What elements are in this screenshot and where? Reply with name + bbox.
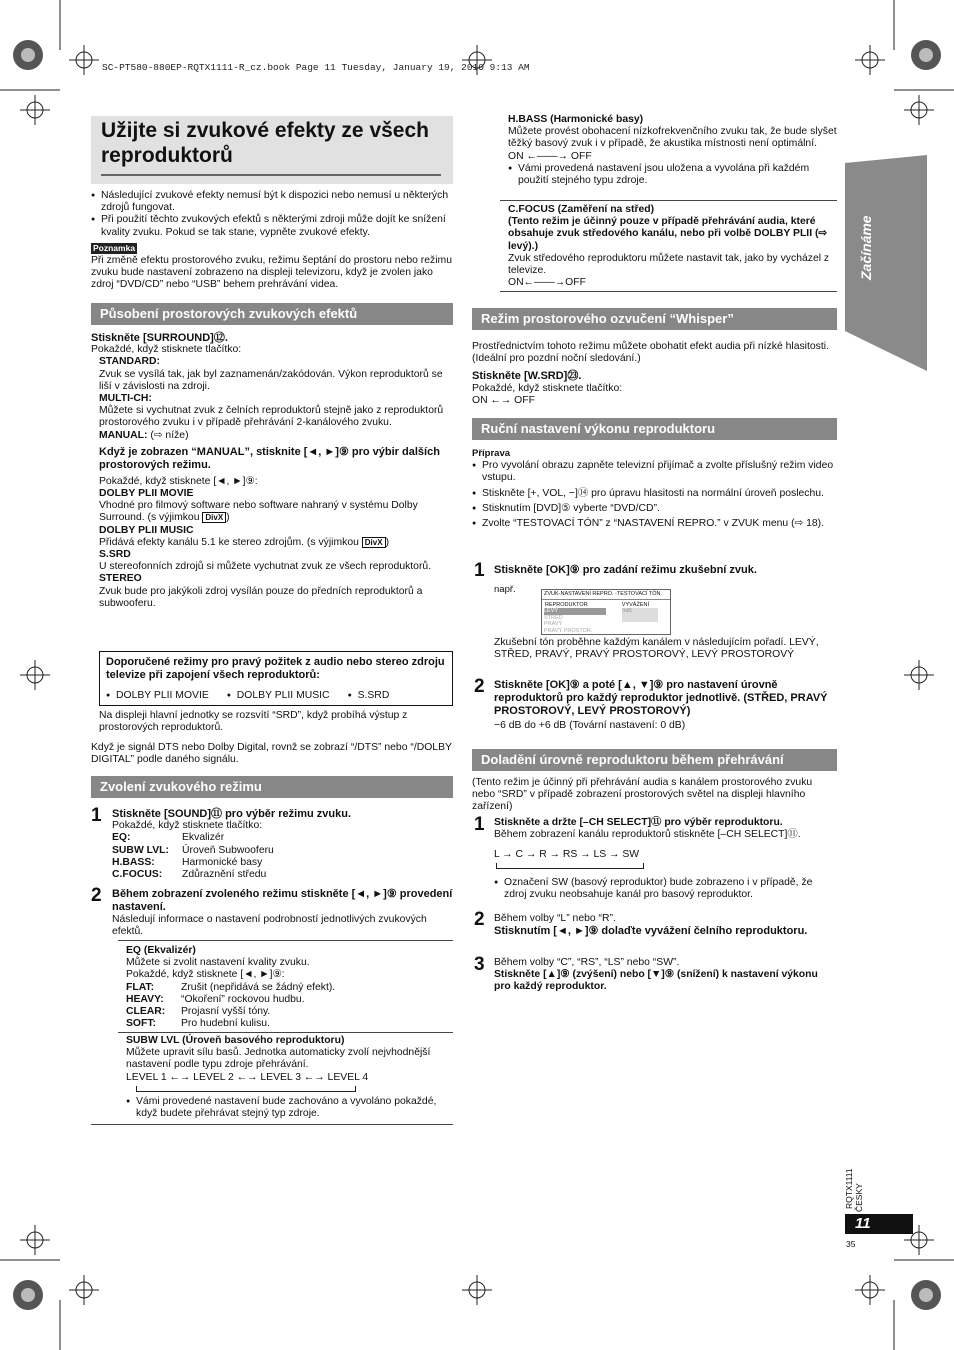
osd-screen [541, 589, 671, 635]
section-manual-level-title: Ruční nastavení výkonu reproduktoru [472, 418, 837, 440]
pl2movie-text: Vhodné pro filmový software nebo software nahraný v systému Dolby Surround. (s výjimkou [99, 500, 418, 524]
mode-row: SUBW LVL: Úroveň Subwooferu [112, 844, 274, 856]
hbass-heading: H.BASS (Harmonické basy) [508, 114, 644, 125]
subw-note: ● Vámi provedené nastavení bude zachováno a vyvoláno pokaždé, když budete přehrávat stejný typ zdroje. [126, 1096, 453, 1120]
osd-title: ZVUK-NASTAVENÍ REPRO. -TESTOVACÍ TÓN [542, 590, 670, 600]
loop-arrow [126, 1084, 453, 1096]
title-underline [101, 174, 441, 176]
step-number: 3 [474, 954, 485, 975]
whisper-text: Prostřednictvím tohoto režimu můžete obohatit efekt audia při nízké hlasitosti. (Ideální pro pozdní noční sledování.) [472, 341, 829, 365]
eq-text: Můžete si zvolit nastavení kvality zvuku. [126, 957, 310, 969]
manual-select: Když je zobrazen “MANUAL”, stisknite [◄, ►]⑨ pro výbir dalších prostorových režimu. [99, 445, 440, 471]
recommended-item: ● S.SRD [348, 690, 390, 702]
eq-row: HEAVY: “Okoření” rockovou hudbu. [126, 993, 305, 1005]
page-number: 11 [845, 1214, 913, 1234]
multich-heading: MULTI-CH: [99, 393, 152, 405]
standard-text: Zvuk se vysílá tak, jak byl zaznamenán/zakódován. Výkon reproduktorů se liší v závislosti na zdroji. [99, 368, 443, 392]
eq-row: FLAT: Zrušit (nepřidává se žádný efekt). [126, 981, 336, 993]
stereo-heading: STEREO [99, 573, 142, 585]
pl2music-heading: DOLBY PLII MUSIC [99, 524, 194, 536]
step2-text: Následují informace o nastavení podrobností jednotlivých zvukových efektů. [112, 914, 427, 938]
subw-heading: SUBW LVL (Úroveň basového reproduktoru) [126, 1035, 345, 1046]
ssrd-text: U stereofonních zdrojů si můžete vychutnat zvuk ze všech reproduktorů. [99, 561, 432, 573]
side-tab-label: Začínáme [858, 215, 874, 280]
step3-level: Stiskněte [▲]⑨ (zvýšení) nebo [▼]⑨ (snížení) k nastavení výkonu pro každý reproduktor. [494, 969, 818, 993]
eq-each: Pokaždé, když stisknete [◄, ►]⑨: [126, 969, 285, 981]
press-wsrd: Stiskněte [W.SRD]㉓. [472, 370, 582, 383]
hbass-onoff: ON ←——→ OFF [508, 150, 592, 162]
step-number: 2 [474, 676, 485, 697]
page-title: Užijte si zvukové efekty ze všech reproduktorů [101, 119, 429, 167]
subw-levels: LEVEL 1 ←→ LEVEL 2 ←→ LEVEL 3 ←→ LEVEL 4 [126, 1071, 369, 1083]
page-small: 35 [846, 1239, 856, 1249]
subw-text: Můžete upravit sílu basů. Jednotka automaticky zvolí nejvhodnější nastavení podle typu zdroje přehrávání. [126, 1047, 431, 1071]
manual-heading: MANUAL: [99, 429, 148, 441]
step-number: 1 [474, 814, 485, 835]
mode-row: EQ: Ekvalizér [112, 832, 225, 844]
eq-heading: EQ (Ekvalizér) [126, 945, 196, 956]
recommended-item: ● DOLBY PLII MUSIC [227, 690, 330, 702]
step3-pre: Během volby “C”, “RS”, “LS” nebo “SW”. [494, 957, 680, 968]
language-label: ČESKY [854, 1183, 864, 1212]
doc-code: RQTX1111 [844, 1168, 854, 1209]
fine-tune-text: (Tento režim je účinný při přehrávání audia s kanálem prostorového zvuku nebo “SRD” v případě zobrazení prostorových světel na displeji hlavního zařízení) [472, 777, 813, 813]
section-fine-tune-title: Doladění úrovně reproduktoru během přehrávání [472, 749, 837, 771]
whisper-onoff: ON ←→ OFF [472, 394, 535, 406]
hbass-text: Můžete provést obohacení nízkofrekvenčního zvuku tak, že bude slyšet těžký basový zvuk i v případě, že akustika místnosti není optimální. [508, 126, 837, 150]
level-range: −6 dB do +6 dB (Tovární nastavení: 0 dB) [494, 720, 686, 731]
manual-text: (⇨ níže) [150, 429, 189, 441]
eq-row: CLEAR: Projasní vyšší tóny. [126, 1006, 271, 1018]
intro-bullet: ● Následující zvukové efekty nemusí být k dispozici nebo nemusí u některých zdrojů fungovat. [91, 190, 453, 214]
title-box [91, 116, 453, 184]
eq-row: SOFT: Pro hudební kulisu. [126, 1018, 270, 1030]
multich-text: Můžete si vychutnat zvuk z čelních reproduktorů stejně jako z reproduktorů prostorového zvuku i v případě přehrávání 2-kanálového zvuku. [99, 405, 444, 429]
step-number: 1 [91, 805, 102, 826]
each-press: Pokaždé, když stisknete tlačítko: [91, 344, 242, 356]
step-number: 1 [474, 560, 485, 581]
osd-col: VYVÁŽENÍ [621, 601, 649, 608]
note-text: Při změně efektu prostorového zvuku, režimu šeptání do prostoru nebo režimu zvuku bude nastavení zobrazeno na displeji televizoru, když je zvolen jako zdroj “DVD/CD” nebo “USB” behem prehrávání videa. [91, 255, 452, 291]
osd-row: PRAVÝ [544, 621, 563, 627]
sw-note: ● Označení SW (basový reproduktor) bude zobrazeno i v případě, že zdroj zvuku neobsahuje kanál pro basový reproduktor. [494, 877, 837, 901]
osd-row: LEVÝ [544, 608, 606, 615]
section-sound-mode-title: Zvolení zvukového režimu [91, 776, 453, 798]
cfocus-heading: C.FOCUS (Zaměření na střed) [508, 204, 655, 215]
cfocus-onoff: ON←——→OFF [508, 277, 586, 289]
divx-badge: DivX [202, 512, 226, 523]
recommended-title: Doporučené režimy pro pravý požitek z audio nebo stereo zdroju televize při zapojení všech reproduktorů: [106, 656, 445, 681]
pl2music-text: Přidává efekty kanálu 5.1 ke stereo zdrojům. (s výjimkou [99, 536, 359, 548]
section-whisper-title: Režim prostorového ozvučení “Whisper” [472, 308, 837, 330]
divider [118, 940, 453, 941]
step2-balance: Stisknutím [◄, ►]⑨ dolaďte vyvážení čelního reproduktoru. [494, 925, 808, 938]
step2-level: Stiskněte [OK]⑨ a poté [▲, ▼]⑨ pro nastavení úrovně reproduktorů pro každý reproduktor jednotlivě. (STŘED, PRAVÝ PROSTOROVÝ, LEVÝ PROSTOROVÝ) [494, 679, 828, 717]
step-number: 2 [474, 909, 485, 930]
recommended-box [99, 651, 453, 706]
prep-item: ● Pro vyvolání obrazu zapněte televizní přijímač a zvolte příslušný režim video vstupu. [472, 460, 837, 484]
prep-item: ● Stiskněte [+, VOL, −]⑭ pro úpravu hlasitosti na normální úroveň poslechu. [472, 488, 837, 500]
pl2movie-heading: DOLBY PLII MOVIE [99, 488, 194, 500]
print-header: SC-PT580-880EP-RQTX1111-R_cz.book Page 11 Tuesday, January 19, 2010 9:13 AM [102, 62, 530, 73]
standard-heading: STANDARD: [99, 356, 160, 368]
divider [91, 1124, 453, 1125]
hbass-note: ● Vámi provedená nastavení jsou uložena a vyvolána při každém použití stejného typu zdroje. [508, 163, 838, 187]
example-label: např. [494, 584, 516, 595]
divider [500, 291, 837, 292]
intro-bullet: ● Při použití těchto zvukových efektů s některými zdroji může dojít ke snížení kvality zvuku. Pokud se tak stane, vypněte zvukové efekty. [91, 214, 453, 238]
recommended-item: ● DOLBY PLII MOVIE [106, 690, 209, 702]
prep-item: ● Stisknutím [DVD]⑤ vyberte “DVD/CD”. [472, 503, 837, 515]
step2-adjust: Během zobrazení zvoleného režimu stiskněte [◄, ►]⑨ provedení nastavení. [112, 888, 453, 913]
whisper-each: Pokaždé, když stisknete tlačítko: [472, 382, 623, 394]
section-surround-title: Působení prostorových zvukových efektů [91, 303, 453, 325]
divx-badge: DivX [362, 537, 386, 548]
osd-col: REPRODUKTOR [545, 601, 588, 608]
step1-sound: Stiskněte [SOUND]⑪ pro výběr režimu zvuku. [112, 808, 351, 820]
osd-value: 0dB [622, 608, 658, 622]
prep-item: ● Zvolte “TESTOVACÍ TÓN” z “NASTAVENÍ REPRO.” v ZVUK menu (⇨ 18). [472, 518, 837, 530]
preparation-heading: Příprava [472, 448, 511, 459]
osd-row: STŘED [544, 614, 563, 621]
osd-row: PRAVÝ PROSTOR. [544, 627, 593, 634]
channel-sequence: L → C → R → RS → LS → SW [494, 849, 640, 861]
divider [118, 1032, 453, 1033]
step1-ch-select: Stiskněte a držte [–CH SELECT]⑪ pro výběr reproduktoru. [494, 817, 783, 828]
dts-note: Když je signál DTS nebo Dolby Digital, rovnž se zobrazí “/DTS” nebo “/DOLBY DIGITAL” podle daného signálu. [91, 742, 452, 766]
step-number: 2 [91, 885, 102, 906]
divider [500, 200, 837, 201]
step2-pre: Během volby “L” nebo “R”. [494, 913, 616, 924]
press-surround: Stiskněte [SURROUND]⑫. [91, 332, 228, 344]
cfocus-text: Zvuk středového reproduktoru můžete nastavit tak, jako by vycházel z televize. [508, 252, 830, 277]
step1-ok: Stiskněte [OK]⑨ pro zadání režimu zkušební zvuk. [494, 564, 757, 576]
loop-arrow [494, 862, 837, 874]
mode-row: H.BASS: Harmonické basy [112, 856, 263, 868]
srd-note: Na displeji hlavní jednotky se rozsvítí “SRD”, když probíhá výstup z prostorových reproduktorů. [99, 710, 408, 734]
stereo-text: Zvuk bude pro jakýkoli zdroj vysílán pouze do předních reproduktorů a subwooferu. [99, 585, 423, 609]
step1-text: Zkušební tón proběhne každým kanálem v následujícím pořadí. LEVÝ, STŘED, PRAVÝ, PRAVÝ PROSTOROVÝ, LEVÝ PROSTOROVÝ [494, 637, 819, 661]
cfocus-bold: (Tento režim je účinný pouze v případě přehrávání audia, které obsahuje zvuk středového kanálu, nebo při volbě DOLBY PLII (⇨ levý).) [508, 216, 828, 252]
step1-ch-text: Během zobrazení kanálu reproduktorů stiskněte [–CH SELECT]⑪. [494, 829, 801, 841]
step1-each: Pokaždé, když stisknete tlačítko: [112, 820, 263, 832]
mode-row: C.FOCUS: Zdůraznění středu [112, 869, 267, 881]
note-tag: Poznamka [93, 242, 136, 253]
ssrd-heading: S.SRD [99, 549, 131, 561]
each-press-2: Pokaždé, když stisknete [◄, ►]⑨: [99, 475, 258, 487]
